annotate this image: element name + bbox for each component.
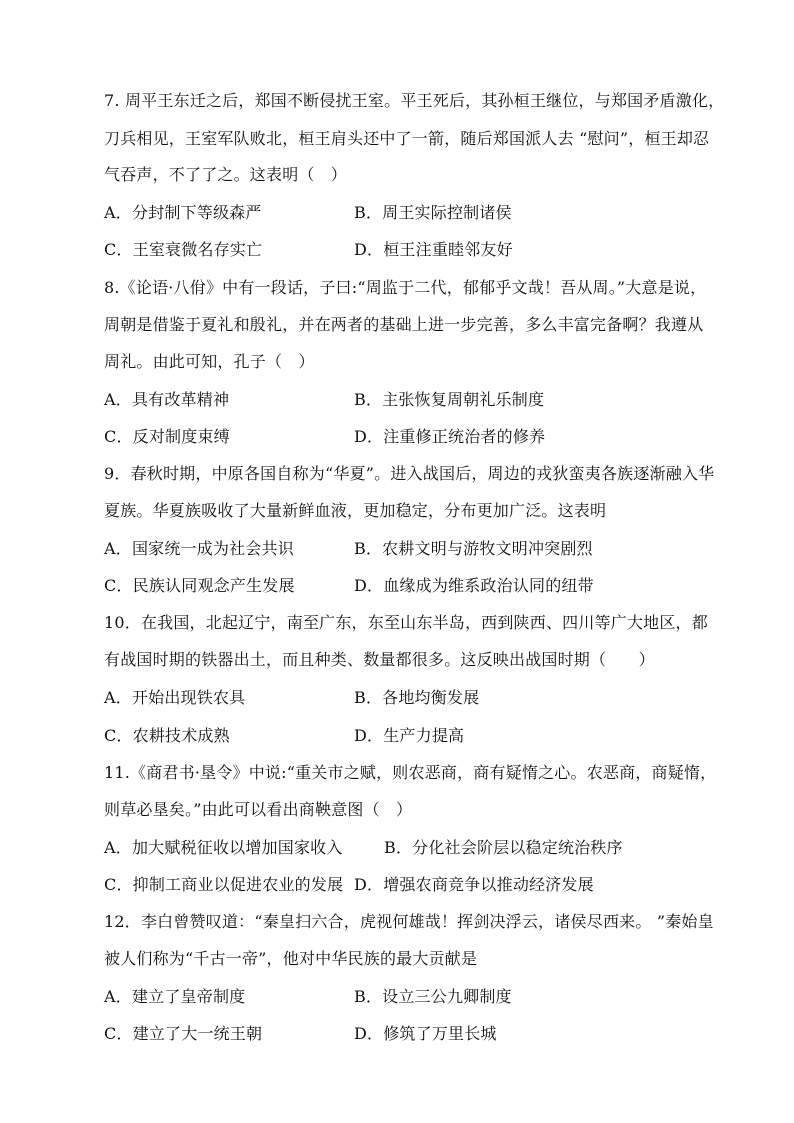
q9-stem-line-2: 夏族。华夏族吸收了大量新鲜血液，更加稳定，分布更加广泛。这表明 [104,501,607,520]
q9-option-d: D．血缘成为维系政治认同的纽带 [354,576,594,595]
q7-option-b: B．周王实际控制诸侯 [354,203,512,222]
q7-stem-line-3: 气吞声，不了了之。这表明（ ） [104,165,348,184]
q8-option-d: D．注重修正统治者的修养 [354,427,546,446]
q11-option-a: A．加大赋税征收以增加国家收入 [104,838,343,857]
q7-option-d: D．桓王注重睦邻友好 [354,240,513,259]
q10-option-c: C．农耕技术成熟 [104,726,230,745]
q9-option-b: B．农耕文明与游牧文明冲突剧烈 [354,539,593,558]
q10-stem-line-1: 10．在我国，北起辽宁，南至广东，东至山东半岛，西到陕西、四川等广大地区，都 [104,613,708,632]
q12-stem-line-2: 被人们称为“千古一帝”，他对中华民族的最大贡献是 [104,949,478,968]
q7-stem-line-2: 刀兵相见，王室军队败北，桓王肩头还中了一箭，随后郑国派人去 “慰问”，桓王却忍 [104,129,710,148]
q12-stem-line-1: 12．李白曾赞叹道：“秦皇扫六合，虎视何雄哉！挥剑决浮云，诸侯尽西来。 ”秦始皇 [104,912,714,931]
q11-stem-line-2: 则草必垦矣。”由此可以看出商鞅意图（ ） [104,800,413,819]
q12-option-b: B．设立三公九卿制度 [354,987,512,1006]
q8-stem-line-2: 周朝是借鉴于夏礼和殷礼，并在两者的基础上进一步完善，多么丰富完备啊？我遵从 [104,315,704,334]
q7-stem-line-1: 7. 周平王东迁之后，郑国不断侵扰王室。平王死后，其孙桓王继位，与郑国矛盾激化， [104,91,725,110]
q9-stem-line-1: 9．春秋时期，中原各国自称为“华夏”。进入战国后，周边的戎狄蛮夷各族逐渐融入华 [104,464,715,483]
q8-option-b: B．主张恢复周朝礼乐制度 [354,390,545,409]
q9-option-a: A．国家统一成为社会共识 [104,539,294,558]
q11-option-c: C．抑制工商业以促进农业的发展 [104,875,344,894]
q10-option-a: A．开始出现铁农具 [104,688,246,707]
q9-option-c: C．民族认同观念产生发展 [104,576,295,595]
q7-option-c: C．王室衰微名存实亡 [104,240,263,259]
q10-option-b: B．各地均衡发展 [354,688,480,707]
q10-option-d: D．生产力提高 [354,726,465,745]
q8-stem-line-1: 8.《论语·八佾》中有一段话，子曰:“周监于二代，郁郁乎文哉！吾从周。”大意是说， [104,278,707,297]
q12-option-a: A．建立了皇帝制度 [104,987,246,1006]
q11-option-b: B．分化社会阶层以稳定统治秩序 [384,838,623,857]
q11-option-d: D．增强农商竞争以推动经济发展 [354,875,594,894]
q7-option-a: A．分封制下等级森严 [104,203,262,222]
q8-option-a: A．具有改革精神 [104,390,230,409]
q12-option-c: C．建立了大一统王朝 [104,1024,263,1043]
q8-option-c: C．反对制度束缚 [104,427,230,446]
q12-option-d: D．修筑了万里长城 [354,1024,497,1043]
q8-stem-line-3: 周礼。由此可知，孔子（ ） [104,352,315,371]
q11-stem-line-1: 11.《商君书·垦令》中说:“重关市之赋，则农恶商，商有疑惰之心。农恶商，商疑惰， [104,763,717,782]
q10-stem-line-2: 有战国时期的铁器出土，而且种类、数量都很多。这反映出战国时期（ ） [104,650,655,669]
